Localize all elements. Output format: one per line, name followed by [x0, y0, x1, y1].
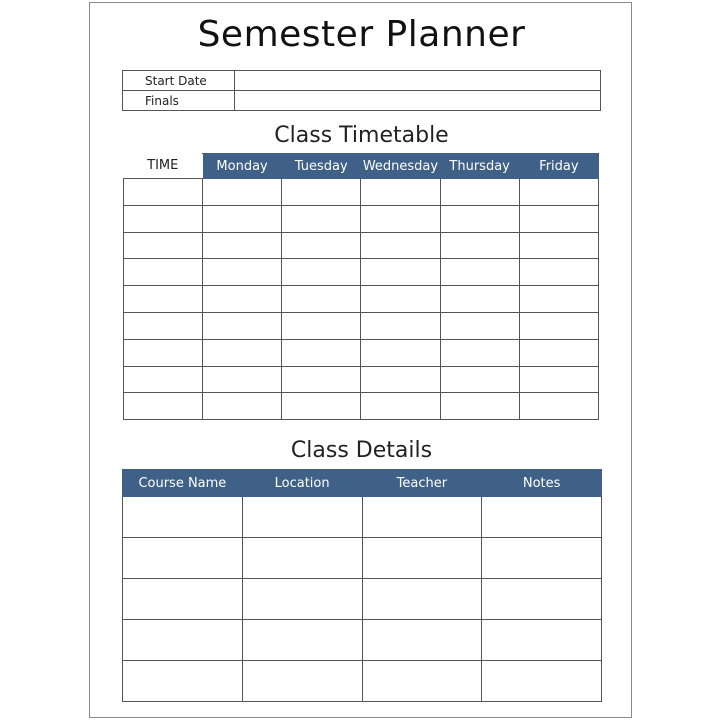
class-slot-cell[interactable] — [361, 393, 440, 420]
class-slot-cell[interactable] — [282, 312, 361, 339]
location-header: Location — [242, 470, 362, 497]
class-details-cell[interactable] — [123, 497, 243, 538]
planner-page — [89, 2, 632, 718]
class-slot-cell[interactable] — [282, 205, 361, 232]
semester-info-table — [122, 70, 601, 111]
class-timetable — [123, 153, 599, 420]
time-cell[interactable] — [124, 312, 203, 339]
class-slot-cell[interactable] — [361, 366, 440, 393]
time-cell[interactable] — [124, 205, 203, 232]
finals-row — [123, 91, 601, 111]
day-header-monday: Monday — [203, 154, 282, 179]
time-cell[interactable] — [124, 339, 203, 366]
class-details-title: Class Details — [290, 438, 433, 463]
class-slot-cell[interactable] — [203, 286, 282, 313]
class-details-cell[interactable] — [123, 579, 243, 620]
class-slot-cell[interactable] — [361, 339, 440, 366]
class-details-row — [123, 620, 602, 661]
class-details-table — [122, 469, 602, 702]
class-slot-cell[interactable] — [203, 205, 282, 232]
timetable-row — [124, 312, 599, 339]
class-slot-cell[interactable] — [282, 286, 361, 313]
class-details-cell[interactable] — [123, 661, 243, 702]
timetable-row — [124, 286, 599, 313]
start-date-label: Start Date — [123, 71, 235, 91]
timetable-header-row — [124, 154, 599, 179]
time-cell[interactable] — [124, 393, 203, 420]
class-slot-cell[interactable] — [282, 366, 361, 393]
class-slot-cell[interactable] — [519, 312, 598, 339]
day-header-tuesday: Tuesday — [282, 154, 361, 179]
class-details-cell[interactable] — [482, 497, 602, 538]
class-slot-cell[interactable] — [282, 232, 361, 259]
class-slot-cell[interactable] — [440, 339, 519, 366]
course-name-header: Course Name — [123, 470, 243, 497]
class-details-cell[interactable] — [482, 579, 602, 620]
class-slot-cell[interactable] — [361, 312, 440, 339]
class-details-cell[interactable] — [242, 497, 362, 538]
finals-label: Finals — [123, 91, 235, 111]
class-details-cell[interactable] — [242, 661, 362, 702]
class-slot-cell[interactable] — [203, 312, 282, 339]
class-slot-cell[interactable] — [203, 179, 282, 206]
class-slot-cell[interactable] — [440, 286, 519, 313]
timetable-row — [124, 393, 599, 420]
notes-header: Notes — [482, 470, 602, 497]
day-header-friday: Friday — [519, 154, 598, 179]
class-slot-cell[interactable] — [282, 339, 361, 366]
class-details-cell[interactable] — [242, 579, 362, 620]
class-slot-cell[interactable] — [361, 259, 440, 286]
class-slot-cell[interactable] — [440, 312, 519, 339]
class-details-cell[interactable] — [123, 538, 243, 579]
class-slot-cell[interactable] — [519, 366, 598, 393]
class-slot-cell[interactable] — [440, 393, 519, 420]
timetable-row — [124, 232, 599, 259]
class-details-cell[interactable] — [362, 538, 482, 579]
details-body — [123, 497, 602, 702]
time-cell[interactable] — [124, 286, 203, 313]
class-slot-cell[interactable] — [519, 339, 598, 366]
class-slot-cell[interactable] — [440, 205, 519, 232]
timetable-row — [124, 339, 599, 366]
time-header: TIME — [124, 154, 203, 179]
timetable-title: Class Timetable — [274, 123, 449, 148]
class-details-cell[interactable] — [362, 579, 482, 620]
class-details-cell[interactable] — [482, 661, 602, 702]
time-cell[interactable] — [124, 366, 203, 393]
timetable-body — [124, 179, 599, 420]
class-slot-cell[interactable] — [282, 393, 361, 420]
class-slot-cell[interactable] — [282, 179, 361, 206]
class-details-row — [123, 579, 602, 620]
class-details-cell[interactable] — [242, 538, 362, 579]
day-header-wednesday: Wednesday — [361, 154, 440, 179]
class-slot-cell[interactable] — [440, 179, 519, 206]
class-slot-cell[interactable] — [440, 259, 519, 286]
day-header-thursday: Thursday — [440, 154, 519, 179]
class-slot-cell[interactable] — [440, 366, 519, 393]
class-slot-cell[interactable] — [440, 232, 519, 259]
timetable-row — [124, 179, 599, 206]
finals-field[interactable] — [235, 91, 601, 111]
class-details-cell[interactable] — [123, 620, 243, 661]
timetable-row — [124, 259, 599, 286]
class-slot-cell[interactable] — [361, 179, 440, 206]
class-details-cell[interactable] — [482, 620, 602, 661]
start-date-row — [123, 71, 601, 91]
class-details-row — [123, 497, 602, 538]
class-slot-cell[interactable] — [203, 393, 282, 420]
class-slot-cell[interactable] — [519, 286, 598, 313]
class-slot-cell[interactable] — [361, 205, 440, 232]
class-details-cell[interactable] — [482, 538, 602, 579]
timetable-row — [124, 205, 599, 232]
class-slot-cell[interactable] — [203, 232, 282, 259]
class-slot-cell[interactable] — [361, 286, 440, 313]
class-details-cell[interactable] — [362, 497, 482, 538]
class-slot-cell[interactable] — [519, 393, 598, 420]
class-slot-cell[interactable] — [203, 339, 282, 366]
class-details-row — [123, 661, 602, 702]
class-details-row — [123, 538, 602, 579]
class-slot-cell[interactable] — [203, 259, 282, 286]
time-cell[interactable] — [124, 232, 203, 259]
class-slot-cell[interactable] — [203, 366, 282, 393]
time-cell[interactable] — [124, 179, 203, 206]
start-date-field[interactable] — [235, 71, 601, 91]
time-cell[interactable] — [124, 259, 203, 286]
class-slot-cell[interactable] — [519, 259, 598, 286]
class-slot-cell[interactable] — [519, 205, 598, 232]
teacher-header: Teacher — [362, 470, 482, 497]
class-slot-cell[interactable] — [282, 259, 361, 286]
class-details-cell[interactable] — [362, 620, 482, 661]
class-slot-cell[interactable] — [519, 179, 598, 206]
timetable-row — [124, 366, 599, 393]
class-details-cell[interactable] — [242, 620, 362, 661]
class-details-cell[interactable] — [362, 661, 482, 702]
class-slot-cell[interactable] — [361, 232, 440, 259]
page-title: Semester Planner — [197, 14, 526, 55]
details-header-row — [123, 470, 602, 497]
class-slot-cell[interactable] — [519, 232, 598, 259]
